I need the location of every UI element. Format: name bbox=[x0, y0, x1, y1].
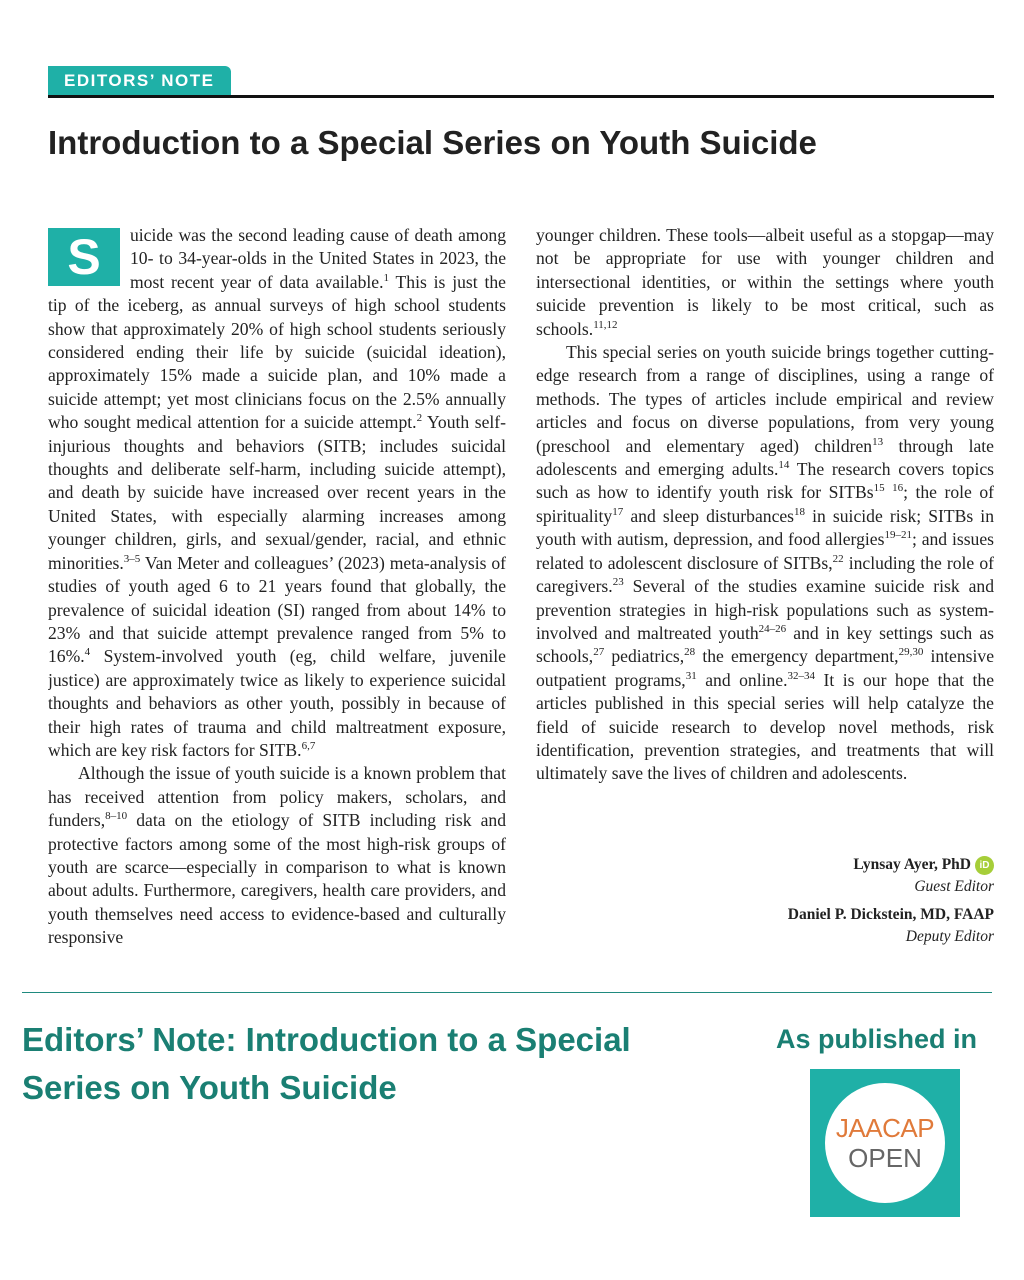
orcid-icon[interactable]: iD bbox=[975, 856, 994, 875]
paragraph-1: S uicide was the second leading cause of death among 10- to 34-year-olds in the United States in 2023, the most recent year of data available.$^1$ This is just the tip of the iceberg, as annual surveys of high school students show that approximately 20% of high school students seriously considered ending their life by suicide (suicidal ideation), approximately 15% made a suicide plan, and 10% made a suicide attempt; yet most clinicians focus on the 2.5% annually who sought medical attention for a suicide attempt.$^2$ Youth self-injurious thoughts and behaviors (SITB; includes suicidal thoughts and deliberate self-harm, including suicide attempt), and death by suicide have increased over recent years in the United States, with especially alarming increases among younger children, girls, and sexual/gender, racial, and ethnic minorities.$^{3-5}$ Van Meter and colleagues’ (2023) meta-analysis of studies of youth aged 6 to 21 years found that globally, the prevalence of suicidal ideation (SI) ranged from about 14% to 23% and that suicide attempt prevalence ranged from 5% to 16%.$^4$ System-involved youth (eg, child welfare, juvenile justice) are approximately twice as likely to experience suicidal thoughts and behaviors as other youth, possibly in because of their high rates of trauma and child maltreatment exposure, which are key risk factors for SITB.$^{6,7}$ bbox=[48, 225, 506, 760]
editor-name: Daniel P. Dickstein, MD, FAAP bbox=[787, 906, 994, 923]
editor-name: Lynsay Ayer, PhD bbox=[853, 856, 971, 873]
header-rule bbox=[48, 95, 994, 98]
paragraph-4: This special series on youth suicide brings together cutting-edge research from a range of disciplines, using a range of methods. The types of articles include empirical and review articles and focus on diverse populations, from very young (preschool and elementary aged) children$^{13}$ through late adolescents and emerging adults.$^{14}$ The research covers topics such as how to identify youth risk for SITBs$^{15}$ $^{16}$; the role of spirituality$^{17}$ and sleep disturbances$^{18}$ in suicide risk; SITBs in youth with autism, depression, and food allergies$^{19-21}$; and issues related to adolescent disclosure of SITBs,$^{22}$ including the role of caregivers.$^{23}$ Several of the studies examine suicide risk and prevention strategies in high-risk populations such as system-involved and maltreated youth$^{24-26}$ and in key settings such as schools,$^{27}$ pediatrics,$^{28}$ the emergency department,$^{29,30}$ intensive outpatient programs,$^{31}$ and online.$^{32-34}$ It is our hope that the articles published in this special series will help catalyze the field of suicide research to develop novel methods, risk identification, prevention strategies, and treatments that will ultimately save the lives of children and adolescents. bbox=[536, 342, 994, 784]
published-label: As published in bbox=[776, 1024, 978, 1054]
paragraph-3: younger children. These tools—albeit useful as a stopgap—may not be appropriate for use with younger children and intersectional identities, or within the settings where youth suicide prevention is likely to be most critical, such as schools.$^{11,12}$ bbox=[536, 225, 994, 339]
editor-role: Deputy Editor bbox=[905, 928, 994, 945]
signature-deputy-editor bbox=[574, 904, 994, 948]
right-column bbox=[536, 224, 994, 786]
journal-logo[interactable] bbox=[810, 1069, 960, 1217]
post-caption: Editors’ Note: Introduction to a Special Series on Youth Suicide bbox=[22, 1021, 631, 1106]
left-column bbox=[48, 224, 506, 960]
logo-text-top: JAACAP bbox=[835, 1113, 935, 1143]
section-tag: EDITORS’ NOTE bbox=[48, 66, 231, 96]
logo-text-bottom: OPEN bbox=[848, 1143, 922, 1173]
drop-cap: S bbox=[48, 228, 120, 286]
divider bbox=[22, 992, 992, 993]
editor-role: Guest Editor bbox=[914, 878, 994, 895]
paragraph-2: Although the issue of youth suicide is a known problem that has received attention from policy makers, scholars, and funders,$^{8-10}$ data on the etiology of SITB including risk and protective factors among some of the most high-risk groups of youth are scarce—especially in comparison to what is known about adults. Furthermore, caregivers, health care providers, and youth themselves need access to evidence-based and culturally responsive bbox=[48, 763, 506, 948]
signature-guest-editor bbox=[574, 854, 994, 898]
article-title: Introduction to a Special Series on Youth Suicide bbox=[48, 124, 817, 161]
logo-circle bbox=[825, 1083, 945, 1203]
article-body bbox=[48, 224, 994, 960]
